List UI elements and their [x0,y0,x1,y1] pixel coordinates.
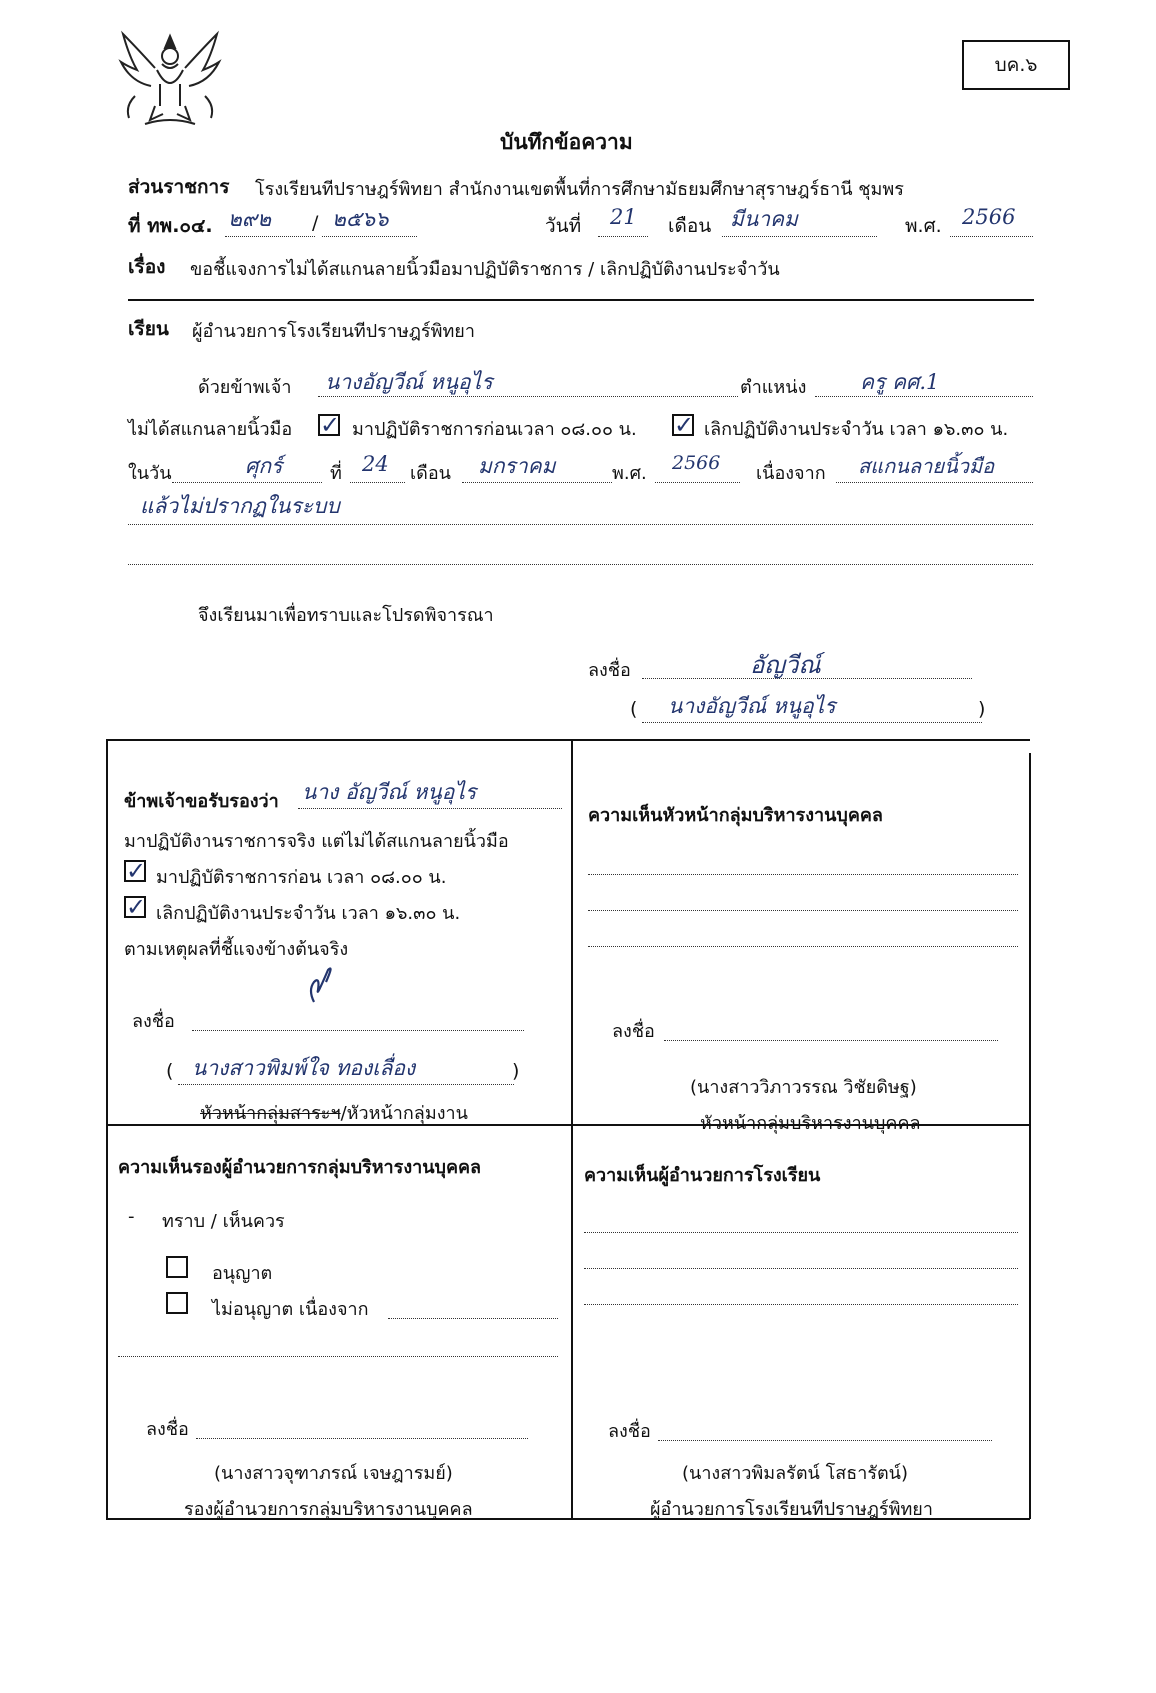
hr-head-title: ความเห็นหัวหน้ากลุ่มบริหารงานบุคคล [588,805,883,826]
date-month-line [722,236,877,237]
date-year-line [950,236,1033,237]
month-label-body: เดือน [410,463,451,484]
because-label: เนื่องจาก [756,463,826,484]
certify-arrive-checkbox[interactable]: ✓ [126,857,147,885]
hw-year: 2566 [672,452,721,474]
agency-label: ส่วนราชการ [128,176,230,198]
hw-reason-2: แล้วไม่ปรากฏในระบบ [140,494,340,518]
director-role: ผู้อำนวยการโรงเรียนทีปราษฎร์พิทยา [650,1499,933,1520]
deputy-bullet: - [128,1206,135,1227]
certify-sign-line [192,1030,524,1031]
subject-value: ขอชี้แจงการไม่ได้สแกนลายนิ้วมือมาปฏิบัติราชการ / เลิกปฏิบัติงานประจำวัน [190,259,780,280]
form-code: บค.๖ [994,54,1038,76]
i-label: ด้วยข้าพเจ้า [198,377,292,398]
certify-role-struck: หัวหน้ากลุ่มสาระฯ [200,1103,341,1124]
grid-middle [571,739,573,1519]
year-label-body: พ.ศ. [612,463,647,484]
director-line-2 [584,1268,1018,1269]
opt-leave-label: เลิกปฏิบัติงานประจำวัน เวลา ๑๖.๓๐ น. [704,419,1009,440]
deputy-role: รองผู้อำนวยการกลุ่มบริหารงานบุคคล [184,1499,473,1520]
date-month: มีนาคม [730,207,798,231]
deputy-deny-line [388,1318,558,1319]
deputy-deny-checkbox[interactable] [166,1292,188,1314]
director-line-3 [584,1304,1018,1305]
on-day-label: ในวัน [128,463,172,484]
hw-reason-1: สแกนลายนิ้วมือ [858,454,995,478]
header-rule [128,299,1034,301]
certify-sign-label: ลงชื่อ [132,1011,175,1032]
open-paren: ( [630,698,638,720]
hw-position: ครู คศ.1 [860,370,940,394]
grid-right [1029,753,1031,1519]
ref-year-line [322,236,417,237]
date-label: วันที่ [545,215,582,237]
certify-signature-mark-icon [300,962,340,1004]
reason-line-1 [836,482,1033,483]
deputy-sign-label: ลงชื่อ [146,1419,189,1440]
agency-value: โรงเรียนทีปราษฎร์พิทยา สำนักงานเขตพื้นที่การศึกษามัธยมศึกษาสุราษฎร์ธานี ชุมพร [255,179,904,200]
to-value: ผู้อำนวยการโรงเรียนทีปราษฎร์พิทยา [192,321,475,342]
grid-top [106,739,1030,741]
deputy-name: (นางสาวจุฑาภรณ์ เจษฎารมย์) [214,1463,453,1484]
certify-hw-name: นาง อัญวีณ์ หนูอุไร [302,780,477,804]
hw-weekday: ศุกร์ [245,454,283,478]
the-label: ที่ [330,463,342,484]
deputy-title: ความเห็นรองผู้อำนวยการกลุ่มบริหารงานบุคคล [118,1157,482,1178]
year-line [655,482,740,483]
certify-role [200,1098,468,1127]
certify-opt-leave: เลิกปฏิบัติงานประจำวัน เวลา ๑๖.๓๐ น. [156,903,461,924]
ref-number: ๒๙๒ [228,207,272,231]
certify-opt-arrive: มาปฏิบัติราชการก่อน เวลา ๐๘.๐๐ น. [156,867,447,888]
date-day-line [598,236,648,237]
ref-year: ๒๕๖๖ [332,207,389,231]
hw-name: นางอัญวีณ์ หนูอุไร [325,370,493,394]
certify-lead: ข้าพเจ้าขอรับรองว่า [124,791,279,812]
hw-signature: อัญวีณ์ [750,651,821,679]
reason-line-3 [128,564,1033,565]
deputy-approve-checkbox[interactable] [166,1256,188,1278]
deputy-ack: ทราบ / เห็นควร [162,1211,285,1232]
hr-head-sign-label: ลงชื่อ [612,1021,655,1042]
director-sign-line [658,1440,992,1441]
position-label: ตำแหน่ง [740,377,807,398]
closing-text: จึงเรียนมาเพื่อทราบและโปรดพิจารณา [198,605,494,626]
month-label: เดือน [668,215,712,237]
deputy-opt-deny: ไม่อนุญาต เนื่องจาก [212,1299,369,1320]
hr-head-sign-line [664,1040,998,1041]
ref-slash: / [312,212,319,234]
grid-left [106,739,108,1519]
day-line [350,482,405,483]
date-day: 21 [610,205,637,229]
subject-label: เรื่อง [128,256,166,278]
year-label: พ.ศ. [905,215,942,237]
certify-reason: ตามเหตุผลที่ชี้แจงข้างต้นจริง [124,939,349,960]
page-title: บันทึกข้อความ [500,130,633,154]
date-year: 2566 [962,205,1016,229]
director-sign-label: ลงชื่อ [608,1421,651,1442]
no-scan-label: ไม่ได้สแกนลายนิ้วมือ [128,419,293,440]
director-title: ความเห็นผู้อำนวยการโรงเรียน [584,1165,821,1186]
director-name: (นางสาวพิมลรัตน์ โสธารัตน์) [682,1463,909,1484]
form-code-box [962,40,1070,90]
certify-line2: มาปฏิบัติงานราชการจริง แต่ไม่ได้สแกนลายนิ้วมือ [124,831,509,852]
ref-number-line [225,236,315,237]
opt-arrive-label: มาปฏิบัติราชการก่อนเวลา ๐๘.๐๐ น. [352,419,637,440]
deputy-sign-line [196,1438,528,1439]
reason-line-2 [128,524,1033,525]
director-line-1 [584,1232,1018,1233]
hr-head-name: (นางสาววิภาวรรณ วิชัยดิษฐ) [690,1077,917,1098]
certify-leave-checkbox[interactable]: ✓ [126,893,147,921]
certify-open-paren: ( [166,1060,174,1082]
certify-hw-signed: นางสาวพิมพ์ใจ ทองเลื่อง [192,1056,416,1080]
sign-label: ลงชื่อ [588,660,631,681]
hw-month: มกราคม [478,454,556,478]
to-label: เรียน [128,318,169,340]
certify-close-paren: ) [512,1060,520,1082]
close-paren: ) [978,698,986,720]
leave-checkbox[interactable]: ✓ [674,411,695,439]
hr-head-line-2 [588,910,1018,911]
deputy-opt-approve: อนุญาต [212,1263,273,1284]
hw-printed-name: นางอัญวีณ์ หนูอุไร [668,694,836,718]
ref-label: ที่ ทพ.๐๔. [128,215,213,237]
arrive-checkbox[interactable]: ✓ [320,411,341,439]
deputy-extra-line [118,1356,558,1357]
certify-role-rest: /หัวหน้ากลุ่มงาน [340,1103,468,1124]
hr-head-line-1 [588,874,1018,875]
hr-head-role: หัวหน้ากลุ่มบริหารงานบุคคล [700,1113,921,1134]
hr-head-line-3 [588,946,1018,947]
garuda-emblem-icon [115,26,225,131]
hw-day: 24 [362,452,389,476]
